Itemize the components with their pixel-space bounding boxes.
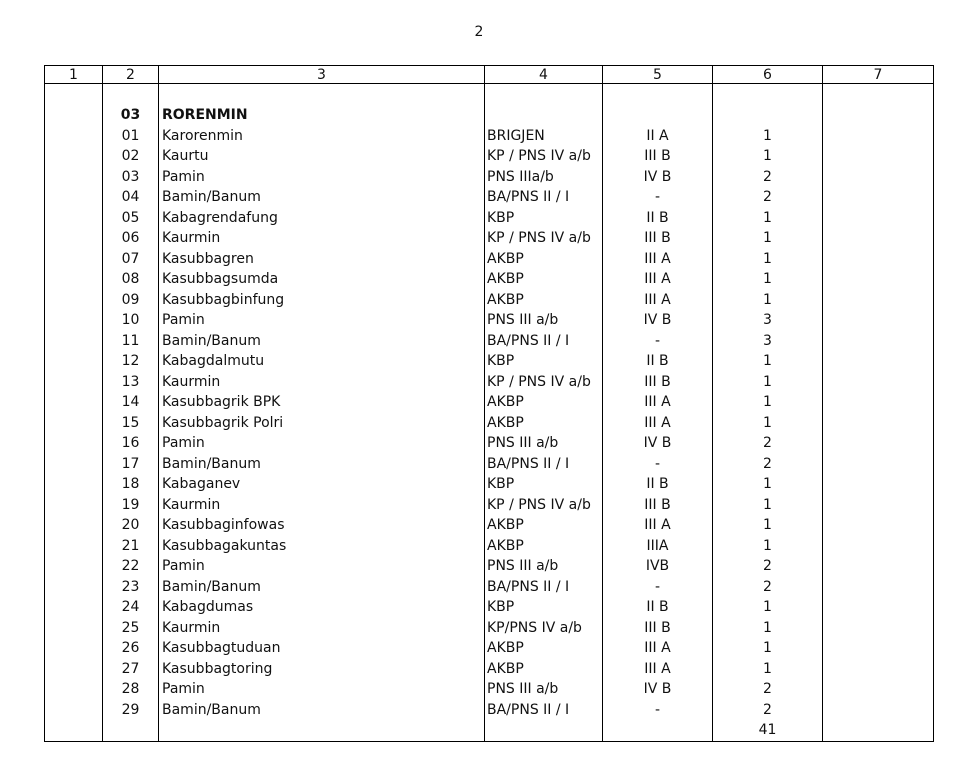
- cell-col-1: [45, 146, 103, 167]
- row-number: 29: [103, 700, 159, 721]
- total-empty-cell: [159, 720, 485, 741]
- cell-col-1: [45, 700, 103, 721]
- echelon: III A: [603, 269, 713, 290]
- cell-col-7: [823, 331, 934, 352]
- position-name: Pamin: [159, 556, 485, 577]
- table-row: [45, 597, 934, 618]
- table-row: [45, 618, 934, 639]
- row-number: 05: [103, 208, 159, 229]
- position-name: Kaurmin: [159, 228, 485, 249]
- cell-col-7: [823, 679, 934, 700]
- cell-col-7: [823, 351, 934, 372]
- count: 1: [713, 249, 823, 270]
- rank: KP / PNS IV a/b: [485, 495, 603, 516]
- cell-col-7: [823, 249, 934, 270]
- row-number: 18: [103, 474, 159, 495]
- rank: PNS III a/b: [485, 433, 603, 454]
- echelon: IV B: [603, 679, 713, 700]
- total-empty-cell: [103, 720, 159, 741]
- table-row: [45, 638, 934, 659]
- echelon: II B: [603, 351, 713, 372]
- row-number: 04: [103, 187, 159, 208]
- cell-col-1: [45, 679, 103, 700]
- echelon: III A: [603, 638, 713, 659]
- count: 1: [713, 638, 823, 659]
- row-number: 25: [103, 618, 159, 639]
- count: 2: [713, 187, 823, 208]
- cell-col-1: [45, 433, 103, 454]
- cell-col-1: [45, 515, 103, 536]
- rank: BA/PNS II / I: [485, 187, 603, 208]
- row-number: 12: [103, 351, 159, 372]
- row-number: 03: [103, 167, 159, 188]
- table-row: [45, 700, 934, 721]
- cell-col-7: [823, 310, 934, 331]
- rank: AKBP: [485, 290, 603, 311]
- rank: KBP: [485, 597, 603, 618]
- echelon: IV B: [603, 167, 713, 188]
- total-empty-cell: [45, 720, 103, 741]
- position-name: Kasubbagrik BPK: [159, 392, 485, 413]
- position-name: Pamin: [159, 167, 485, 188]
- row-number: 13: [103, 372, 159, 393]
- table-row: [45, 515, 934, 536]
- echelon: III B: [603, 618, 713, 639]
- rank: BA/PNS II / I: [485, 331, 603, 352]
- total-empty-cell: [603, 720, 713, 741]
- header-col-2: 2: [103, 66, 159, 84]
- cell-col-1: [45, 392, 103, 413]
- row-number: 06: [103, 228, 159, 249]
- count: 1: [713, 351, 823, 372]
- count: 3: [713, 310, 823, 331]
- row-number: 17: [103, 454, 159, 475]
- count: 1: [713, 372, 823, 393]
- count: 1: [713, 413, 823, 434]
- cell-col-7: [823, 659, 934, 680]
- row-number: 09: [103, 290, 159, 311]
- position-name: Bamin/Banum: [159, 700, 485, 721]
- count: 1: [713, 392, 823, 413]
- echelon: III B: [603, 228, 713, 249]
- table-row: [45, 249, 934, 270]
- echelon: II A: [603, 126, 713, 147]
- echelon: -: [603, 187, 713, 208]
- total-count: 41: [713, 720, 823, 741]
- row-number: 02: [103, 146, 159, 167]
- row-number: 21: [103, 536, 159, 557]
- rank: AKBP: [485, 249, 603, 270]
- count: 2: [713, 577, 823, 598]
- row-number: 08: [103, 269, 159, 290]
- cell-col-7: [823, 269, 934, 290]
- count: 1: [713, 474, 823, 495]
- position-name: Kaurmin: [159, 372, 485, 393]
- cell-col-1: [45, 638, 103, 659]
- position-name: Karorenmin: [159, 126, 485, 147]
- count: 1: [713, 659, 823, 680]
- cell-col-7: [823, 515, 934, 536]
- position-name: Kaurtu: [159, 146, 485, 167]
- cell-col-7: [823, 413, 934, 434]
- header-col-3: 3: [159, 66, 485, 84]
- cell-col-7: [823, 556, 934, 577]
- position-name: Kasubbagrik Polri: [159, 413, 485, 434]
- table-row: [45, 269, 934, 290]
- row-number: 22: [103, 556, 159, 577]
- cell-col-7: [823, 228, 934, 249]
- rank: AKBP: [485, 269, 603, 290]
- echelon: IV B: [603, 433, 713, 454]
- rank: KBP: [485, 474, 603, 495]
- rank: KP / PNS IV a/b: [485, 228, 603, 249]
- row-number: 11: [103, 331, 159, 352]
- position-name: Kasubbagakuntas: [159, 536, 485, 557]
- header-col-4: 4: [485, 66, 603, 84]
- cell-col-7: [823, 208, 934, 229]
- echelon: II B: [603, 208, 713, 229]
- table-row: [45, 413, 934, 434]
- cell-col-1: [45, 454, 103, 475]
- rank: KP / PNS IV a/b: [485, 372, 603, 393]
- rank: BA/PNS II / I: [485, 577, 603, 598]
- table-row: [45, 187, 934, 208]
- count: 1: [713, 515, 823, 536]
- rank: PNS III a/b: [485, 310, 603, 331]
- cell-col-1: [45, 372, 103, 393]
- position-name: Kasubbagtuduan: [159, 638, 485, 659]
- row-number: 16: [103, 433, 159, 454]
- cell-col-1: [45, 556, 103, 577]
- cell-col-7: [823, 638, 934, 659]
- row-number: 27: [103, 659, 159, 680]
- count: 1: [713, 495, 823, 516]
- rank: AKBP: [485, 413, 603, 434]
- cell-col-7: [823, 126, 934, 147]
- count: 2: [713, 167, 823, 188]
- row-number: 20: [103, 515, 159, 536]
- position-name: Kabaganev: [159, 474, 485, 495]
- position-name: Pamin: [159, 310, 485, 331]
- row-number: 19: [103, 495, 159, 516]
- row-number: 15: [103, 413, 159, 434]
- cell-col-1: [45, 351, 103, 372]
- page-number: 2: [474, 24, 484, 40]
- table-row: [45, 167, 934, 188]
- position-name: Kaurmin: [159, 618, 485, 639]
- table-row: [45, 659, 934, 680]
- cell-col-1: [45, 474, 103, 495]
- count: 1: [713, 146, 823, 167]
- position-name: Kasubbagbinfung: [159, 290, 485, 311]
- cell-col-1: [45, 495, 103, 516]
- rank: AKBP: [485, 392, 603, 413]
- cell-col-7: [823, 474, 934, 495]
- table-row: [45, 433, 934, 454]
- row-number: 28: [103, 679, 159, 700]
- cell-col-1: [45, 228, 103, 249]
- echelon: III B: [603, 146, 713, 167]
- position-name: Kasubbagren: [159, 249, 485, 270]
- count: 1: [713, 597, 823, 618]
- cell-col-1: [45, 536, 103, 557]
- row-number: 14: [103, 392, 159, 413]
- cell-col-1: [45, 269, 103, 290]
- position-name: Bamin/Banum: [159, 331, 485, 352]
- cell-col-7: [823, 392, 934, 413]
- rank: PNS III a/b: [485, 679, 603, 700]
- count: 1: [713, 269, 823, 290]
- table-row: [45, 351, 934, 372]
- echelon: -: [603, 700, 713, 721]
- echelon: III B: [603, 495, 713, 516]
- rank: AKBP: [485, 659, 603, 680]
- personnel-table: [44, 65, 934, 742]
- cell-col-7: [823, 290, 934, 311]
- table-row: [45, 372, 934, 393]
- echelon: -: [603, 454, 713, 475]
- cell-col-1: [45, 413, 103, 434]
- rank: KBP: [485, 208, 603, 229]
- echelon: -: [603, 577, 713, 598]
- spacer-row: [45, 84, 934, 106]
- cell-col-1: [45, 310, 103, 331]
- header-col-7: 7: [823, 66, 934, 84]
- section-row: [45, 105, 934, 126]
- cell-col-7: [823, 495, 934, 516]
- cell-col-7: [823, 700, 934, 721]
- total-empty-cell: [823, 720, 934, 741]
- cell-col-1: [45, 659, 103, 680]
- table-row: [45, 146, 934, 167]
- header-col-6: 6: [713, 66, 823, 84]
- header-col-1: 1: [45, 66, 103, 84]
- position-name: Kasubbagsumda: [159, 269, 485, 290]
- count: 1: [713, 536, 823, 557]
- position-name: Pamin: [159, 679, 485, 700]
- cell-col-1: [45, 597, 103, 618]
- echelon: III A: [603, 659, 713, 680]
- cell-col-7: [823, 187, 934, 208]
- echelon: II B: [603, 474, 713, 495]
- count: 2: [713, 700, 823, 721]
- rank: KP / PNS IV a/b: [485, 146, 603, 167]
- position-name: Bamin/Banum: [159, 187, 485, 208]
- table-row: [45, 126, 934, 147]
- rank: BA/PNS II / I: [485, 454, 603, 475]
- header-row: [45, 66, 934, 84]
- rank: AKBP: [485, 515, 603, 536]
- cell-col-7: [823, 597, 934, 618]
- echelon: III A: [603, 392, 713, 413]
- echelon: IVB: [603, 556, 713, 577]
- table-row: [45, 556, 934, 577]
- count: 2: [713, 454, 823, 475]
- cell-col-7: [823, 372, 934, 393]
- row-number: 23: [103, 577, 159, 598]
- cell-col-1: [45, 167, 103, 188]
- cell-col-1: [45, 290, 103, 311]
- count: 1: [713, 228, 823, 249]
- section-code: 03: [103, 105, 159, 126]
- table-row: [45, 290, 934, 311]
- position-name: Kabagdalmutu: [159, 351, 485, 372]
- table-row: [45, 474, 934, 495]
- rank: BRIGJEN: [485, 126, 603, 147]
- cell-col-7: [823, 167, 934, 188]
- count: 1: [713, 290, 823, 311]
- position-name: Kaurmin: [159, 495, 485, 516]
- echelon: III A: [603, 413, 713, 434]
- header-col-5: 5: [603, 66, 713, 84]
- rank: PNS IIIa/b: [485, 167, 603, 188]
- total-empty-cell: [485, 720, 603, 741]
- cell-col-7: [823, 146, 934, 167]
- cell-col-7: [823, 618, 934, 639]
- table-row: [45, 208, 934, 229]
- rank: AKBP: [485, 536, 603, 557]
- echelon: IIIA: [603, 536, 713, 557]
- table-row: [45, 577, 934, 598]
- cell-col-1: [45, 187, 103, 208]
- count: 3: [713, 331, 823, 352]
- count: 2: [713, 556, 823, 577]
- total-row: [45, 720, 934, 741]
- rank: BA/PNS II / I: [485, 700, 603, 721]
- row-number: 07: [103, 249, 159, 270]
- echelon: II B: [603, 597, 713, 618]
- cell-col-7: [823, 536, 934, 557]
- cell-col-1: [45, 331, 103, 352]
- row-number: 26: [103, 638, 159, 659]
- row-number: 24: [103, 597, 159, 618]
- count: 1: [713, 618, 823, 639]
- cell-col-1: [45, 208, 103, 229]
- cell-col-7: [823, 454, 934, 475]
- position-name: Kasubbagtoring: [159, 659, 485, 680]
- count: 2: [713, 433, 823, 454]
- cell-col-1: [45, 577, 103, 598]
- echelon: III B: [603, 372, 713, 393]
- position-name: Bamin/Banum: [159, 454, 485, 475]
- echelon: -: [603, 331, 713, 352]
- table-row: [45, 679, 934, 700]
- rank: KBP: [485, 351, 603, 372]
- cell-col-7: [823, 577, 934, 598]
- position-name: Kabagrendafung: [159, 208, 485, 229]
- count: 2: [713, 679, 823, 700]
- section-name: RORENMIN: [159, 105, 485, 126]
- table-row: [45, 392, 934, 413]
- position-name: Kasubbaginfowas: [159, 515, 485, 536]
- table-row: [45, 454, 934, 475]
- row-number: 10: [103, 310, 159, 331]
- table-row: [45, 228, 934, 249]
- cell-col-7: [823, 433, 934, 454]
- position-name: Pamin: [159, 433, 485, 454]
- rank: AKBP: [485, 638, 603, 659]
- echelon: III A: [603, 515, 713, 536]
- table-row: [45, 495, 934, 516]
- rank: KP/PNS IV a/b: [485, 618, 603, 639]
- table-row: [45, 310, 934, 331]
- cell-col-1: [45, 126, 103, 147]
- table-row: [45, 536, 934, 557]
- echelon: III A: [603, 249, 713, 270]
- count: 1: [713, 208, 823, 229]
- table-row: [45, 331, 934, 352]
- row-number: 01: [103, 126, 159, 147]
- cell-col-1: [45, 618, 103, 639]
- count: 1: [713, 126, 823, 147]
- echelon: IV B: [603, 310, 713, 331]
- cell-col-1: [45, 249, 103, 270]
- position-name: Kabagdumas: [159, 597, 485, 618]
- rank: PNS III a/b: [485, 556, 603, 577]
- position-name: Bamin/Banum: [159, 577, 485, 598]
- echelon: III A: [603, 290, 713, 311]
